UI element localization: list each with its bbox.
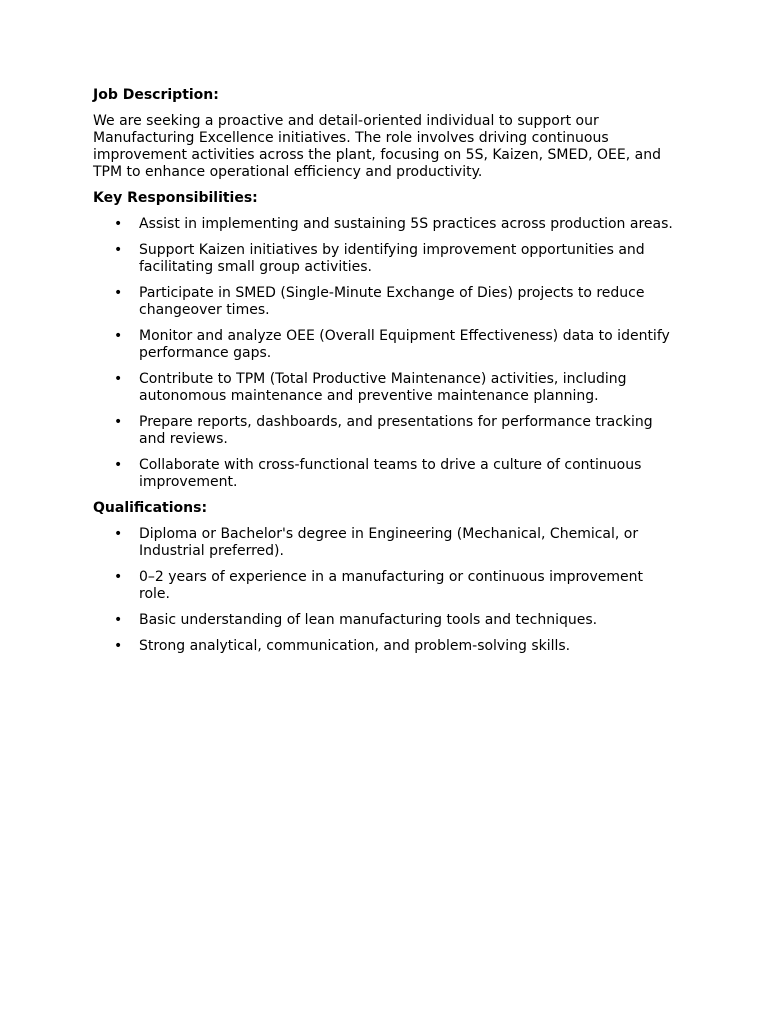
job-description-text: We are seeking a proactive and detail-oriented individual to support our Manufacturing Excellence initiatives. The role involves driving continuous improvement activities across the plant, focusing on 5S, Kaizen, SMED, OEE, and TPM to enhance operational efficiency and productivity. bbox=[93, 113, 661, 180]
list-item bbox=[93, 569, 678, 603]
list-item-text: Strong analytical, communication, and problem-solving skills. bbox=[139, 638, 571, 654]
list-item bbox=[93, 242, 678, 276]
list-item-text: Monitor and analyze OEE (Overall Equipment Effectiveness) data to identify performance gaps. bbox=[139, 328, 670, 361]
list-item bbox=[93, 216, 678, 233]
bullet-icon: • bbox=[114, 638, 123, 654]
list-item bbox=[93, 414, 678, 448]
bullet-icon: • bbox=[114, 285, 123, 301]
list-item-text: Basic understanding of lean manufacturing tools and techniques. bbox=[139, 612, 598, 628]
bullet-icon: • bbox=[114, 457, 123, 473]
list-item bbox=[93, 371, 678, 405]
list-item-text: Collaborate with cross-functional teams to drive a culture of continuous improvement. bbox=[139, 457, 642, 490]
list-item bbox=[93, 457, 678, 491]
list-item bbox=[93, 285, 678, 319]
list-item-text: Diploma or Bachelor's degree in Engineering (Mechanical, Chemical, or Industrial preferred). bbox=[139, 526, 639, 559]
bullet-icon: • bbox=[114, 414, 123, 430]
list-item-text: Prepare reports, dashboards, and presentations for performance tracking and reviews. bbox=[139, 414, 653, 447]
qualifications-heading: Qualifications: bbox=[93, 500, 208, 516]
list-item bbox=[93, 638, 678, 655]
responsibilities-heading: Key Responsibilities: bbox=[93, 190, 258, 206]
qualifications-list bbox=[93, 526, 678, 655]
bullet-icon: • bbox=[114, 526, 123, 542]
list-item-text: Contribute to TPM (Total Productive Maintenance) activities, including autonomous maintenance and preventive maintenance planning. bbox=[139, 371, 627, 404]
list-item bbox=[93, 612, 678, 629]
job-description-heading: Job Description: bbox=[93, 87, 219, 103]
list-item-text: Assist in implementing and sustaining 5S practices across production areas. bbox=[139, 216, 673, 232]
bullet-icon: • bbox=[114, 242, 123, 258]
list-item bbox=[93, 526, 678, 560]
bullet-icon: • bbox=[114, 328, 123, 344]
list-item bbox=[93, 328, 678, 362]
bullet-icon: • bbox=[114, 569, 123, 585]
list-item-text: 0–2 years of experience in a manufacturing or continuous improvement role. bbox=[139, 569, 644, 602]
list-item-text: Participate in SMED (Single-Minute Exchange of Dies) projects to reduce changeover times. bbox=[139, 285, 645, 318]
bullet-icon: • bbox=[114, 216, 123, 232]
bullet-icon: • bbox=[114, 371, 123, 387]
list-item-text: Support Kaizen initiatives by identifying improvement opportunities and facilitating small group activities. bbox=[139, 242, 645, 275]
bullet-icon: • bbox=[114, 612, 123, 628]
document-content bbox=[93, 87, 678, 664]
responsibilities-list bbox=[93, 216, 678, 491]
